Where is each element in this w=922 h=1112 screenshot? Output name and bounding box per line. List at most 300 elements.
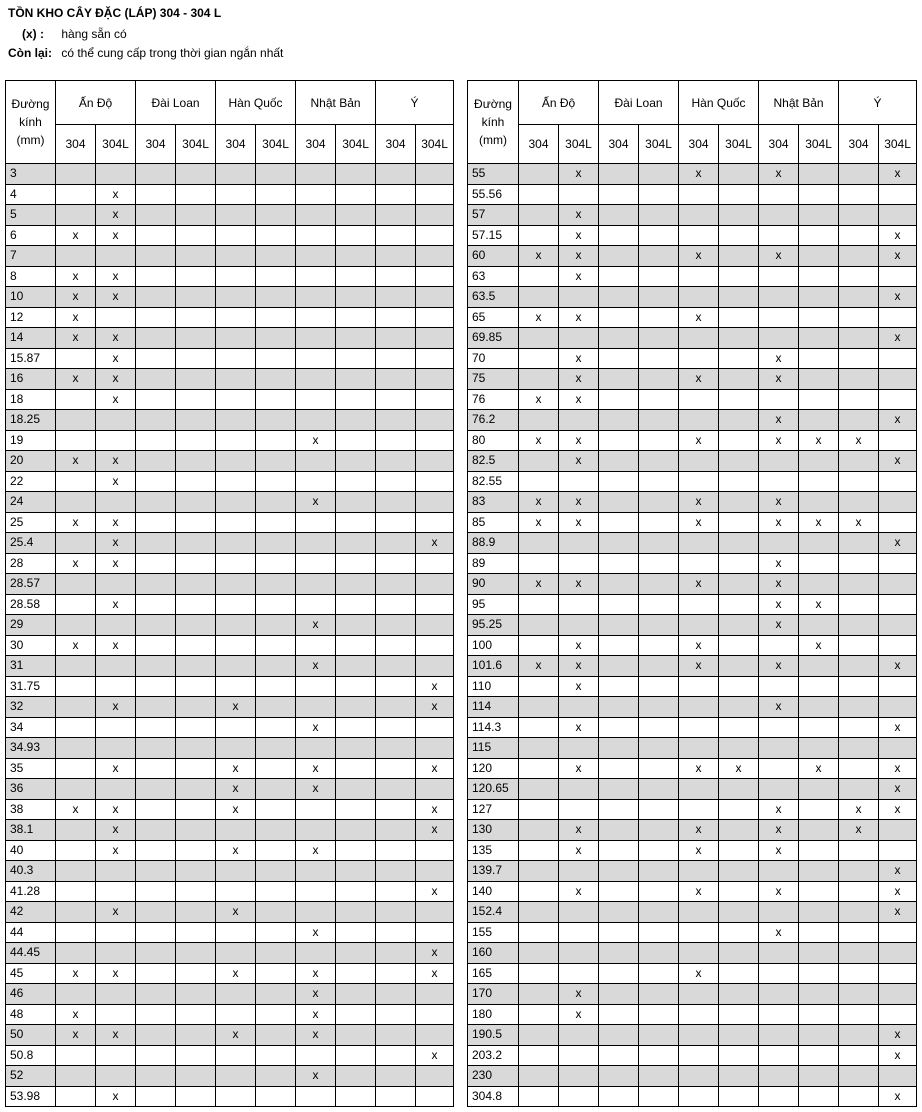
- stock-cell: [839, 676, 879, 697]
- stock-cell: [96, 1004, 136, 1025]
- stock-cell: [176, 697, 216, 718]
- legend-text: hàng sẵn có: [61, 27, 127, 41]
- stock-cell: [96, 430, 136, 451]
- stock-mark: x: [216, 963, 256, 984]
- stock-cell: [96, 779, 136, 800]
- stock-cell: [639, 225, 679, 246]
- stock-cell: [599, 594, 639, 615]
- stock-mark: x: [799, 430, 839, 451]
- diameter-cell: 18: [6, 389, 56, 410]
- stock-cell: [759, 1025, 799, 1046]
- table-row: [6, 389, 454, 410]
- country-header: Ấn Độ: [56, 81, 136, 125]
- stock-cell: [679, 594, 719, 615]
- stock-mark: x: [839, 430, 879, 451]
- stock-cell: [879, 266, 917, 287]
- stock-cell: [176, 984, 216, 1005]
- stock-cell: [176, 512, 216, 533]
- table-row: [468, 984, 917, 1005]
- grade-header: 304L: [336, 125, 376, 164]
- stock-cell: [136, 348, 176, 369]
- stock-cell: [839, 881, 879, 902]
- stock-cell: [256, 471, 296, 492]
- stock-cell: [639, 389, 679, 410]
- stock-cell: [416, 615, 454, 636]
- diameter-cell: 31: [6, 656, 56, 677]
- stock-cell: [136, 1066, 176, 1087]
- grade-header: 304L: [416, 125, 454, 164]
- table-row: [468, 902, 917, 923]
- diameter-cell: 114: [468, 697, 519, 718]
- stock-cell: [416, 451, 454, 472]
- stock-cell: [839, 1086, 879, 1107]
- stock-mark: x: [416, 799, 454, 820]
- stock-cell: [679, 328, 719, 349]
- stock-cell: [176, 820, 216, 841]
- stock-cell: [216, 676, 256, 697]
- stock-cell: [519, 1004, 559, 1025]
- stock-cell: [256, 1045, 296, 1066]
- stock-cell: [719, 881, 759, 902]
- stock-cell: [599, 1004, 639, 1025]
- table-row: [6, 676, 454, 697]
- stock-cell: [519, 164, 559, 185]
- stock-cell: [719, 512, 759, 533]
- stock-cell: [679, 348, 719, 369]
- stock-cell: [639, 820, 679, 841]
- stock-cell: [599, 410, 639, 431]
- stock-cell: [599, 369, 639, 390]
- stock-mark: x: [296, 1004, 336, 1025]
- stock-mark: x: [216, 1025, 256, 1046]
- stock-cell: [56, 922, 96, 943]
- stock-cell: [176, 164, 216, 185]
- stock-cell: [879, 635, 917, 656]
- stock-cell: [639, 492, 679, 513]
- stock-cell: [639, 164, 679, 185]
- stock-mark: x: [839, 799, 879, 820]
- stock-cell: [136, 184, 176, 205]
- stock-cell: [376, 758, 416, 779]
- stock-cell: [799, 1086, 839, 1107]
- stock-cell: [136, 840, 176, 861]
- grade-header: 304: [296, 125, 336, 164]
- stock-mark: x: [559, 369, 599, 390]
- stock-cell: [799, 1025, 839, 1046]
- grade-header: 304: [56, 125, 96, 164]
- table-row: [6, 594, 454, 615]
- table-row: [468, 246, 917, 267]
- stock-cell: [639, 738, 679, 759]
- stock-cell: [336, 266, 376, 287]
- stock-cell: [376, 840, 416, 861]
- stock-cell: [376, 676, 416, 697]
- table-row: [468, 328, 917, 349]
- stock-cell: [176, 430, 216, 451]
- stock-cell: [136, 984, 176, 1005]
- stock-cell: [799, 799, 839, 820]
- stock-cell: [839, 902, 879, 923]
- stock-cell: [679, 676, 719, 697]
- diameter-cell: 29: [6, 615, 56, 636]
- stock-cell: [799, 246, 839, 267]
- diameter-cell: 101.6: [468, 656, 519, 677]
- stock-cell: [216, 717, 256, 738]
- stock-cell: [376, 615, 416, 636]
- stock-cell: [96, 676, 136, 697]
- diameter-cell: 28.58: [6, 594, 56, 615]
- stock-mark: x: [799, 512, 839, 533]
- stock-cell: [216, 184, 256, 205]
- stock-cell: [296, 348, 336, 369]
- stock-mark: x: [519, 574, 559, 595]
- stock-cell: [759, 225, 799, 246]
- stock-cell: [376, 1066, 416, 1087]
- stock-cell: [416, 1066, 454, 1087]
- stock-cell: [519, 697, 559, 718]
- stock-cell: [176, 922, 216, 943]
- stock-cell: [719, 328, 759, 349]
- stock-mark: x: [879, 656, 917, 677]
- diameter-cell: 36: [6, 779, 56, 800]
- stock-cell: [136, 307, 176, 328]
- stock-cell: [376, 266, 416, 287]
- stock-cell: [56, 861, 96, 882]
- stock-cell: [296, 246, 336, 267]
- stock-cell: [136, 328, 176, 349]
- diameter-cell: 82.55: [468, 471, 519, 492]
- stock-cell: [599, 799, 639, 820]
- stock-cell: [256, 820, 296, 841]
- diameter-cell: 52: [6, 1066, 56, 1087]
- stock-cell: [799, 676, 839, 697]
- stock-cell: [639, 922, 679, 943]
- table-row: [6, 820, 454, 841]
- stock-mark: x: [799, 594, 839, 615]
- diameter-cell: 42: [6, 902, 56, 923]
- stock-cell: [296, 881, 336, 902]
- stock-cell: [296, 410, 336, 431]
- stock-cell: [799, 389, 839, 410]
- stock-cell: [336, 574, 376, 595]
- stock-cell: [176, 943, 216, 964]
- stock-cell: [519, 799, 559, 820]
- stock-cell: [136, 656, 176, 677]
- stock-cell: [519, 840, 559, 861]
- stock-cell: [96, 1066, 136, 1087]
- stock-mark: x: [759, 410, 799, 431]
- header-row: [468, 81, 917, 125]
- stock-cell: [176, 471, 216, 492]
- stock-cell: [336, 1045, 376, 1066]
- legend-key: (x) :: [22, 27, 44, 41]
- diameter-cell: 28.57: [6, 574, 56, 595]
- stock-cell: [296, 533, 336, 554]
- stock-cell: [376, 389, 416, 410]
- stock-cell: [559, 861, 599, 882]
- stock-mark: x: [759, 574, 799, 595]
- stock-cell: [519, 881, 559, 902]
- stock-cell: [839, 943, 879, 964]
- stock-mark: x: [96, 820, 136, 841]
- stock-cell: [639, 902, 679, 923]
- table-row: [6, 184, 454, 205]
- diameter-cell: 63.5: [468, 287, 519, 308]
- stock-cell: [56, 943, 96, 964]
- diameter-cell: 304.8: [468, 1086, 519, 1107]
- stock-cell: [839, 328, 879, 349]
- stock-cell: [599, 451, 639, 472]
- stock-cell: [719, 1004, 759, 1025]
- stock-cell: [296, 594, 336, 615]
- diameter-cell: 65: [468, 307, 519, 328]
- stock-cell: [416, 717, 454, 738]
- table-row: [468, 963, 917, 984]
- stock-mark: x: [759, 348, 799, 369]
- stock-cell: [599, 963, 639, 984]
- stock-cell: [336, 1086, 376, 1107]
- table-row: [468, 553, 917, 574]
- stock-mark: x: [416, 943, 454, 964]
- stock-cell: [839, 553, 879, 574]
- stock-mark: x: [679, 840, 719, 861]
- stock-cell: [416, 430, 454, 451]
- stock-cell: [376, 328, 416, 349]
- table-row: [6, 533, 454, 554]
- stock-cell: [679, 471, 719, 492]
- stock-cell: [879, 963, 917, 984]
- stock-cell: [679, 1045, 719, 1066]
- diameter-cell: 165: [468, 963, 519, 984]
- stock-cell: [559, 1086, 599, 1107]
- stock-cell: [96, 922, 136, 943]
- stock-cell: [799, 615, 839, 636]
- stock-mark: x: [96, 902, 136, 923]
- diameter-cell: 120: [468, 758, 519, 779]
- stock-cell: [639, 451, 679, 472]
- stock-cell: [759, 902, 799, 923]
- diameter-cell: 69.85: [468, 328, 519, 349]
- table-row: [6, 451, 454, 472]
- diameter-cell: 5: [6, 205, 56, 226]
- stock-cell: [376, 943, 416, 964]
- stock-cell: [759, 738, 799, 759]
- stock-cell: [376, 287, 416, 308]
- stock-cell: [639, 697, 679, 718]
- grade-header-row: [6, 125, 454, 164]
- grade-header: 304: [216, 125, 256, 164]
- stock-cell: [96, 574, 136, 595]
- stock-cell: [336, 430, 376, 451]
- stock-cell: [296, 512, 336, 533]
- stock-mark: x: [519, 492, 559, 513]
- stock-cell: [176, 184, 216, 205]
- stock-cell: [176, 902, 216, 923]
- stock-cell: [519, 861, 559, 882]
- stock-cell: [96, 615, 136, 636]
- stock-cell: [376, 1086, 416, 1107]
- stock-mark: x: [559, 492, 599, 513]
- stock-cell: [679, 451, 719, 472]
- stock-cell: [416, 410, 454, 431]
- stock-cell: [679, 922, 719, 943]
- stock-cell: [679, 225, 719, 246]
- stock-cell: [879, 205, 917, 226]
- stock-cell: [679, 410, 719, 431]
- stock-cell: [519, 758, 559, 779]
- grade-header: 304L: [176, 125, 216, 164]
- stock-cell: [296, 1086, 336, 1107]
- diameter-cell: 22: [6, 471, 56, 492]
- stock-mark: x: [559, 430, 599, 451]
- stock-cell: [839, 184, 879, 205]
- stock-cell: [879, 820, 917, 841]
- stock-mark: x: [56, 287, 96, 308]
- stock-cell: [799, 471, 839, 492]
- stock-cell: [839, 348, 879, 369]
- stock-cell: [216, 512, 256, 533]
- diameter-cell: 100: [468, 635, 519, 656]
- stock-mark: x: [759, 430, 799, 451]
- table-row: [468, 697, 917, 718]
- stock-cell: [216, 430, 256, 451]
- grade-header: 304L: [879, 125, 917, 164]
- diameter-cell: 18.25: [6, 410, 56, 431]
- stock-cell: [839, 779, 879, 800]
- stock-cell: [96, 164, 136, 185]
- stock-cell: [336, 307, 376, 328]
- stock-cell: [519, 635, 559, 656]
- table-row: [468, 184, 917, 205]
- stock-cell: [719, 922, 759, 943]
- stock-cell: [376, 635, 416, 656]
- stock-cell: [136, 738, 176, 759]
- stock-mark: x: [56, 553, 96, 574]
- diameter-cell: 15.87: [6, 348, 56, 369]
- table-row: [468, 922, 917, 943]
- stock-mark: x: [296, 984, 336, 1005]
- diameter-cell: 28: [6, 553, 56, 574]
- stock-cell: [839, 840, 879, 861]
- stock-cell: [136, 430, 176, 451]
- stock-mark: x: [759, 553, 799, 574]
- stock-mark: x: [96, 533, 136, 554]
- stock-mark: x: [56, 451, 96, 472]
- stock-cell: [256, 369, 296, 390]
- country-header: Hàn Quốc: [216, 81, 296, 125]
- stock-mark: x: [879, 779, 917, 800]
- stock-cell: [879, 615, 917, 636]
- stock-cell: [639, 594, 679, 615]
- stock-cell: [839, 287, 879, 308]
- stock-cell: [839, 471, 879, 492]
- diameter-cell: 50: [6, 1025, 56, 1046]
- stock-cell: [216, 861, 256, 882]
- stock-cell: [96, 881, 136, 902]
- stock-mark: x: [879, 246, 917, 267]
- stock-cell: [719, 430, 759, 451]
- stock-cell: [639, 471, 679, 492]
- diameter-cell: 120.65: [468, 779, 519, 800]
- stock-cell: [719, 820, 759, 841]
- stock-cell: [519, 348, 559, 369]
- stock-cell: [799, 984, 839, 1005]
- diameter-cell: 38.1: [6, 820, 56, 841]
- stock-cell: [519, 943, 559, 964]
- stock-mark: x: [559, 635, 599, 656]
- stock-cell: [879, 840, 917, 861]
- stock-mark: x: [56, 328, 96, 349]
- table-row: [6, 307, 454, 328]
- stock-cell: [56, 410, 96, 431]
- stock-cell: [559, 287, 599, 308]
- table-row: [468, 307, 917, 328]
- grade-header: 304: [136, 125, 176, 164]
- stock-cell: [256, 922, 296, 943]
- stock-cell: [176, 574, 216, 595]
- stock-cell: [336, 697, 376, 718]
- table-row: [468, 738, 917, 759]
- diameter-cell: 55.56: [468, 184, 519, 205]
- stock-cell: [719, 225, 759, 246]
- stock-mark: x: [96, 451, 136, 472]
- stock-mark: x: [679, 369, 719, 390]
- stock-cell: [559, 779, 599, 800]
- stock-cell: [216, 1066, 256, 1087]
- stock-cell: [336, 902, 376, 923]
- stock-cell: [256, 266, 296, 287]
- stock-cell: [759, 184, 799, 205]
- country-header: Đài Loan: [599, 81, 679, 125]
- diameter-cell: 110: [468, 676, 519, 697]
- stock-cell: [376, 451, 416, 472]
- stock-cell: [879, 553, 917, 574]
- stock-cell: [376, 799, 416, 820]
- stock-cell: [96, 738, 136, 759]
- stock-cell: [839, 410, 879, 431]
- table-row: [6, 963, 454, 984]
- stock-cell: [296, 266, 336, 287]
- stock-cell: [176, 1066, 216, 1087]
- stock-cell: [176, 594, 216, 615]
- stock-cell: [336, 820, 376, 841]
- stock-cell: [336, 799, 376, 820]
- stock-cell: [216, 984, 256, 1005]
- table-row: [468, 512, 917, 533]
- stock-cell: [136, 492, 176, 513]
- stock-cell: [336, 738, 376, 759]
- header-row: [6, 81, 454, 125]
- table-row: [468, 717, 917, 738]
- stock-cell: [879, 1066, 917, 1087]
- stock-cell: [376, 779, 416, 800]
- stock-cell: [216, 451, 256, 472]
- stock-cell: [599, 922, 639, 943]
- stock-cell: [256, 984, 296, 1005]
- stock-cell: [559, 594, 599, 615]
- stock-cell: [56, 594, 96, 615]
- table-row: [6, 717, 454, 738]
- diameter-cell: 75: [468, 369, 519, 390]
- stock-cell: [136, 922, 176, 943]
- stock-cell: [96, 1045, 136, 1066]
- stock-cell: [376, 922, 416, 943]
- stock-cell: [799, 492, 839, 513]
- diameter-cell: 70: [468, 348, 519, 369]
- diameter-cell: 203.2: [468, 1045, 519, 1066]
- stock-cell: [759, 287, 799, 308]
- stock-mark: x: [96, 205, 136, 226]
